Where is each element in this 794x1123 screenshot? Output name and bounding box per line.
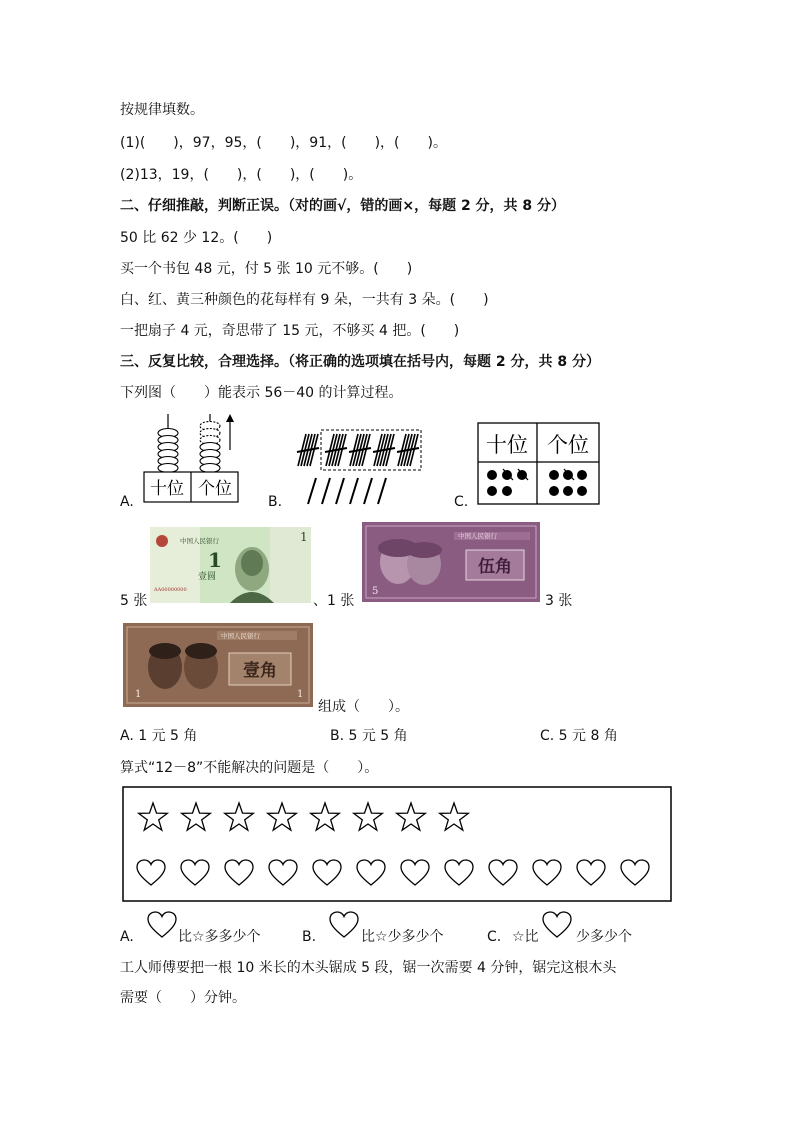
bank-name-1yuan: 中国人民银行 [180,537,219,545]
place-value-table [477,422,601,506]
note-digit-1yuan: 1 [208,548,222,572]
note-denom-1jiao: 壹角 [243,661,277,681]
choice-1-option-b: B. [268,494,283,510]
note-denom-1yuan: 壹圆 [198,572,217,582]
choice-3-option-a-text: 比☆多多少个 [178,929,261,945]
heart-icon [146,910,178,940]
abacus-figure [140,408,240,504]
note-denom-5jiao: 伍角 [478,557,512,577]
choice-3-option-c-pre: ☆比 [512,929,539,945]
choice-3-stem: 算式“12－8”不能解决的问题是（ ）。 [120,760,379,776]
section-3-title: 三、反复比较，合理选择。（将正确的选项填在括号内，每题 2 分，共 8 分） [120,354,600,370]
note-corner-1yuan: 1 [300,530,308,544]
stick-bundle [373,434,395,466]
note-serial-1yuan: AA00000000 [154,587,187,593]
abacus-label-tens: 十位 [150,479,184,499]
pattern-question-1: (1)( )，97，95，( )，91，( )，( )。 [120,135,447,151]
abacus-label-ones: 个位 [198,479,232,499]
choice-3-option-c: C. [487,929,502,945]
table-label-tens: 十位 [486,433,528,457]
note-corner-5jiao: 5 [372,586,379,597]
loose-stick [336,478,344,504]
banknote-1-yuan [150,527,311,603]
heart-icon [328,910,360,940]
stick-bundle [297,434,319,466]
choice-1-stem: 下列图（ ）能表示 56－40 的计算过程。 [120,385,403,401]
choice-3-option-b: B. [302,929,317,945]
stars-hearts-box [122,786,672,902]
choice-1-option-a: A. [120,494,134,510]
bank-name-1jiao: 中国人民银行 [221,632,260,640]
stick-bundle [325,434,347,466]
choice-1-option-c: C. [454,494,469,510]
money-option-c: C. 5 元 8 角 [540,728,618,744]
section-2-title: 二、仔细推敲，判断正误。（对的画√，错的画×，每题 2 分，共 8 分） [120,198,566,214]
sticks-figure [296,428,426,508]
money-option-b: B. 5 元 5 角 [330,728,408,744]
banknote-1-jiao [123,623,313,707]
money-option-a: A. 1 元 5 角 [120,728,198,744]
money-suffix: 组成（ ）。 [318,699,409,715]
pattern-question-2: (2)13，19，( )，( )，( )。 [120,167,363,183]
choice-4-line-2: 需要（ ）分钟。 [120,990,246,1006]
choice-3-option-b-text: 比☆少多少个 [361,929,444,945]
judge-item-2: 买一个书包 48 元，付 5 张 10 元不够。( ) [120,261,413,277]
stick-bundle [349,434,371,466]
choice-3-option-c-text: 少多少个 [576,929,632,945]
judge-item-4: 一把扇子 4 元，奇思带了 15 元，不够买 4 把。( ) [120,323,460,339]
bank-name-5jiao: 中国人民银行 [458,532,497,540]
count-1yuan: 5 张 [120,593,148,609]
note-corner-1jiao-left: 1 [135,689,142,700]
note-corner-1jiao-right: 1 [297,689,304,700]
loose-stick [350,478,358,504]
pattern-title: 按规律填数。 [120,102,204,118]
loose-stick [322,478,330,504]
judge-item-3: 白、红、黄三种颜色的花每样有 9 朵，一共有 3 朵。( ) [120,292,489,308]
loose-stick [378,478,386,504]
judge-item-1: 50 比 62 少 12。( ) [120,230,273,246]
banknote-5-jiao [362,522,540,602]
count-5jiao: 、1 张 [313,593,355,609]
table-label-ones: 个位 [547,433,589,457]
choice-3-option-a: A. [120,929,134,945]
loose-stick [364,478,372,504]
stick-bundle [397,434,419,466]
choice-4-line-1: 工人师傅要把一根 10 米长的木头锯成 5 段，锯一次需要 4 分钟，锯完这根木头 [120,960,617,976]
heart-icon [541,910,573,940]
loose-stick [308,478,316,504]
count-1jiao: 3 张 [545,593,573,609]
